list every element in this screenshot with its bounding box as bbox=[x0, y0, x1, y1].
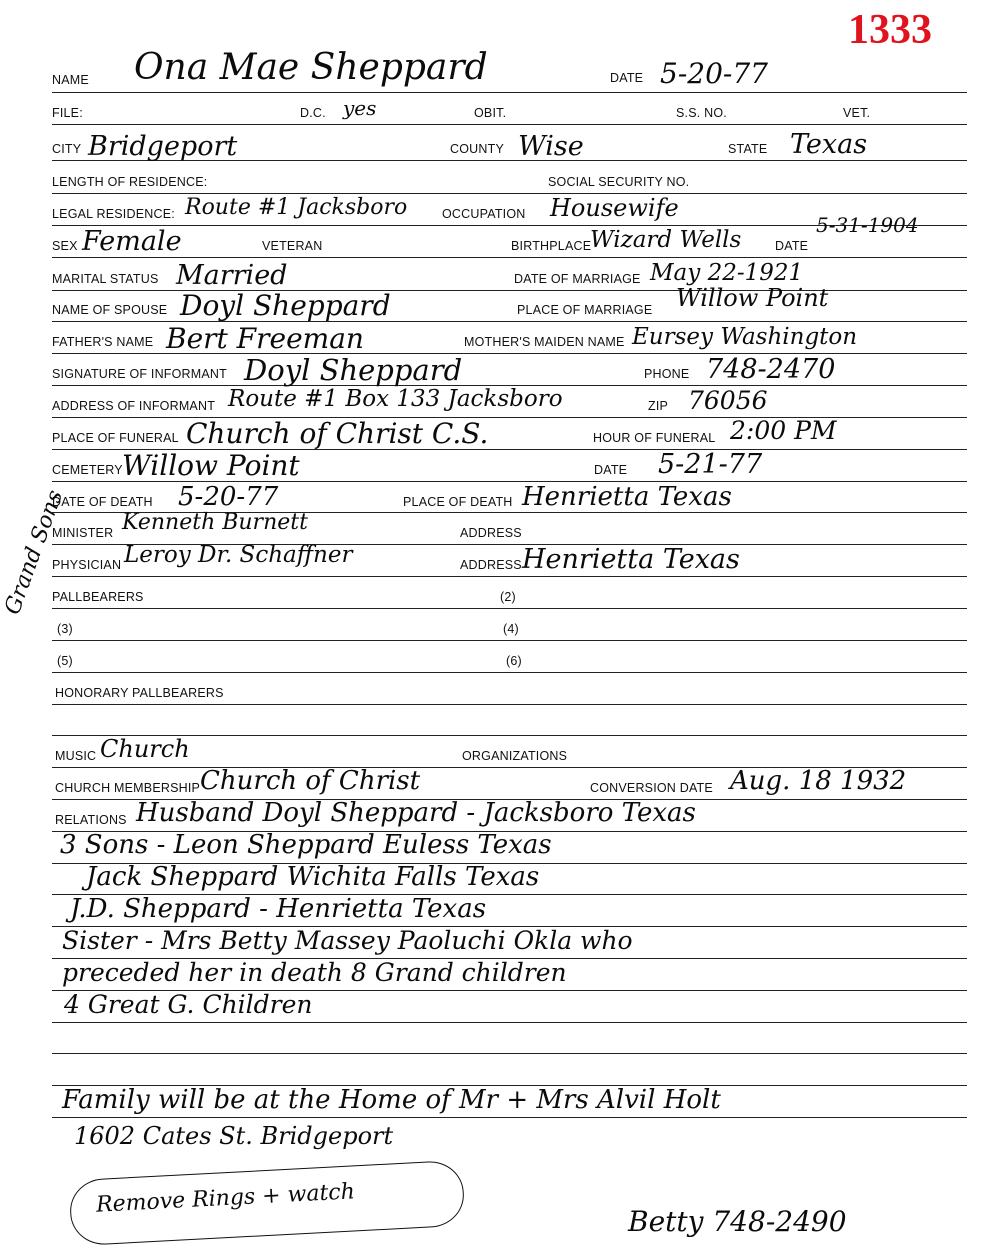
legal-residence-entry: Route #1 Jacksboro bbox=[185, 195, 408, 220]
veteran-label: VETERAN bbox=[262, 239, 323, 253]
bottom-phone-note: Betty 748-2490 bbox=[628, 1205, 847, 1238]
physician-address-label: ADDRESS bbox=[460, 558, 522, 572]
relations-line: J.D. Sheppard - Henrietta Texas bbox=[70, 894, 487, 924]
mothers-maiden-name-label: MOTHER'S MAIDEN NAME bbox=[464, 335, 625, 349]
relations-line: preceded her in death 8 Grand children bbox=[62, 958, 567, 987]
relations-label: RELATIONS bbox=[55, 813, 127, 827]
pallbearer-6-label: (6) bbox=[506, 654, 522, 668]
remove-rings-note: Remove Rings + watch bbox=[95, 1179, 356, 1218]
phone-label: PHONE bbox=[644, 367, 690, 381]
birthplace-label: BIRTHPLACE bbox=[511, 239, 592, 253]
form-rule bbox=[52, 608, 967, 609]
cemetery-date-entry: 5-21-77 bbox=[658, 449, 763, 480]
county-label: COUNTY bbox=[450, 142, 504, 156]
form-rule bbox=[52, 672, 967, 673]
music-entry: Church bbox=[100, 735, 190, 763]
form-rule bbox=[52, 193, 967, 194]
cemetery-label: CEMETERY bbox=[52, 463, 123, 477]
marital-status-entry: Married bbox=[176, 260, 288, 291]
form-rule bbox=[52, 257, 967, 258]
minister-address-label: ADDRESS bbox=[460, 526, 522, 540]
legal-residence-label: LEGAL RESIDENCE: bbox=[52, 207, 175, 221]
signature-of-informant-label: SIGNATURE OF INFORMANT bbox=[52, 367, 227, 381]
church-membership-label: CHURCH MEMBERSHIP bbox=[55, 781, 201, 795]
relations-line: 4 Great G. Children bbox=[64, 990, 313, 1019]
city-label: CITY bbox=[52, 142, 82, 156]
grand-sons-side-note: Grand Sons bbox=[0, 486, 69, 618]
county-entry: Wise bbox=[518, 131, 584, 162]
length-of-residence-label: LENGTH OF RESIDENCE: bbox=[52, 175, 208, 189]
place-of-death-label: PLACE OF DEATH bbox=[403, 495, 513, 509]
name-of-spouse-label: NAME OF SPOUSE bbox=[52, 303, 168, 317]
music-label: MUSIC bbox=[55, 749, 97, 763]
mothers-maiden-name-entry: Eursey Washington bbox=[632, 324, 858, 350]
occupation-label: OCCUPATION bbox=[442, 207, 526, 221]
date-of-marriage-label: DATE OF MARRIAGE bbox=[514, 272, 641, 286]
form-rule bbox=[52, 124, 967, 125]
date-of-marriage-entry: May 22-1921 bbox=[650, 260, 804, 286]
date-of-death-label: DATE OF DEATH bbox=[52, 495, 153, 509]
form-rule bbox=[52, 1022, 967, 1023]
honorary-pallbearers-label: HONORARY PALLBEARERS bbox=[55, 686, 224, 700]
birth-date-label: DATE bbox=[775, 239, 809, 253]
place-of-death-entry: Henrietta Texas bbox=[522, 482, 732, 512]
pallbearer-2-label: (2) bbox=[500, 590, 516, 604]
obit-label: OBIT. bbox=[474, 106, 507, 120]
relations-line: 3 Sons - Leon Sheppard Euless Texas bbox=[60, 830, 552, 860]
cemetery-entry: Willow Point bbox=[122, 449, 300, 482]
fathers-name-label: FATHER'S NAME bbox=[52, 335, 154, 349]
form-rule bbox=[52, 92, 967, 93]
family-note-line: 1602 Cates St. Bridgeport bbox=[74, 1122, 394, 1150]
social-security-no-label: SOCIAL SECURITY NO. bbox=[548, 175, 690, 189]
fathers-name-entry: Bert Freeman bbox=[166, 322, 364, 355]
city-entry: Bridgeport bbox=[88, 131, 238, 162]
address-of-informant-label: ADDRESS OF INFORMANT bbox=[52, 399, 216, 413]
name-entry: Ona Mae Sheppard bbox=[134, 47, 488, 88]
form-rule bbox=[52, 640, 967, 641]
family-note-line: Family will be at the Home of Mr + Mrs Alvil Holt bbox=[62, 1085, 721, 1115]
conversion-date-label: CONVERSION DATE bbox=[590, 781, 713, 795]
minister-label: MINISTER bbox=[52, 526, 114, 540]
cemetery-date-label: DATE bbox=[594, 463, 628, 477]
ss-no-label: S.S. NO. bbox=[676, 106, 727, 120]
hour-of-funeral-entry: 2:00 PM bbox=[730, 416, 837, 445]
form-rule bbox=[52, 576, 967, 577]
date-label: DATE bbox=[610, 71, 644, 85]
zip-entry: 76056 bbox=[688, 386, 768, 415]
pallbearer-5-label: (5) bbox=[57, 654, 73, 668]
phone-entry: 748-2470 bbox=[706, 354, 836, 385]
pallbearers-label: PALLBEARERS bbox=[52, 590, 144, 604]
address-of-informant-entry: Route #1 Box 133 Jacksboro bbox=[228, 386, 563, 412]
hour-of-funeral-label: HOUR OF FUNERAL bbox=[593, 431, 716, 445]
physician-label: PHYSICIAN bbox=[52, 558, 122, 572]
church-membership-entry: Church of Christ bbox=[200, 766, 421, 796]
dc-entry: yes bbox=[343, 96, 377, 120]
signature-of-informant-entry: Doyl Sheppard bbox=[244, 353, 463, 387]
form-rule bbox=[52, 1117, 967, 1118]
physician-entry: Leroy Dr. Schaffner bbox=[124, 542, 353, 568]
conversion-date-entry: Aug. 18 1932 bbox=[730, 766, 907, 796]
place-of-funeral-entry: Church of Christ C.S. bbox=[186, 417, 489, 450]
occupation-entry: Housewife bbox=[550, 194, 679, 222]
date-entry: 5-20-77 bbox=[660, 57, 768, 90]
pallbearer-3-label: (3) bbox=[57, 622, 73, 636]
pallbearer-4-label: (4) bbox=[503, 622, 519, 636]
state-label: STATE bbox=[728, 142, 768, 156]
name-of-spouse-entry: Doyl Sheppard bbox=[180, 289, 391, 322]
dc-label: D.C. bbox=[300, 106, 326, 120]
date-of-death-entry: 5-20-77 bbox=[178, 482, 279, 512]
minister-entry: Kenneth Burnett bbox=[122, 510, 308, 535]
file-label: FILE: bbox=[52, 106, 83, 120]
form-rule bbox=[52, 704, 967, 705]
form-rule bbox=[52, 1053, 967, 1054]
physician-address-entry: Henrietta Texas bbox=[522, 544, 740, 575]
relations-line: Jack Sheppard Wichita Falls Texas bbox=[86, 862, 540, 892]
sex-label: SEX bbox=[52, 239, 78, 253]
name-label: NAME bbox=[52, 73, 89, 87]
place-of-marriage-entry: Willow Point bbox=[676, 284, 829, 312]
birth-date-entry: 5-31-1904 bbox=[816, 213, 919, 237]
form-number: 1333 bbox=[848, 7, 932, 53]
place-of-marriage-label: PLACE OF MARRIAGE bbox=[517, 303, 653, 317]
organizations-label: ORGANIZATIONS bbox=[462, 749, 568, 763]
relations-line: Husband Doyl Sheppard - Jacksboro Texas bbox=[136, 798, 696, 828]
sex-entry: Female bbox=[82, 226, 182, 257]
zip-label: ZIP bbox=[648, 399, 669, 413]
place-of-funeral-label: PLACE OF FUNERAL bbox=[52, 431, 179, 445]
vet-label: VET. bbox=[843, 106, 871, 120]
state-entry: Texas bbox=[790, 129, 868, 160]
relations-line: Sister - Mrs Betty Massey Paoluchi Okla who bbox=[62, 926, 633, 955]
marital-status-label: MARITAL STATUS bbox=[52, 272, 159, 286]
birthplace-entry: Wizard Wells bbox=[590, 227, 742, 253]
